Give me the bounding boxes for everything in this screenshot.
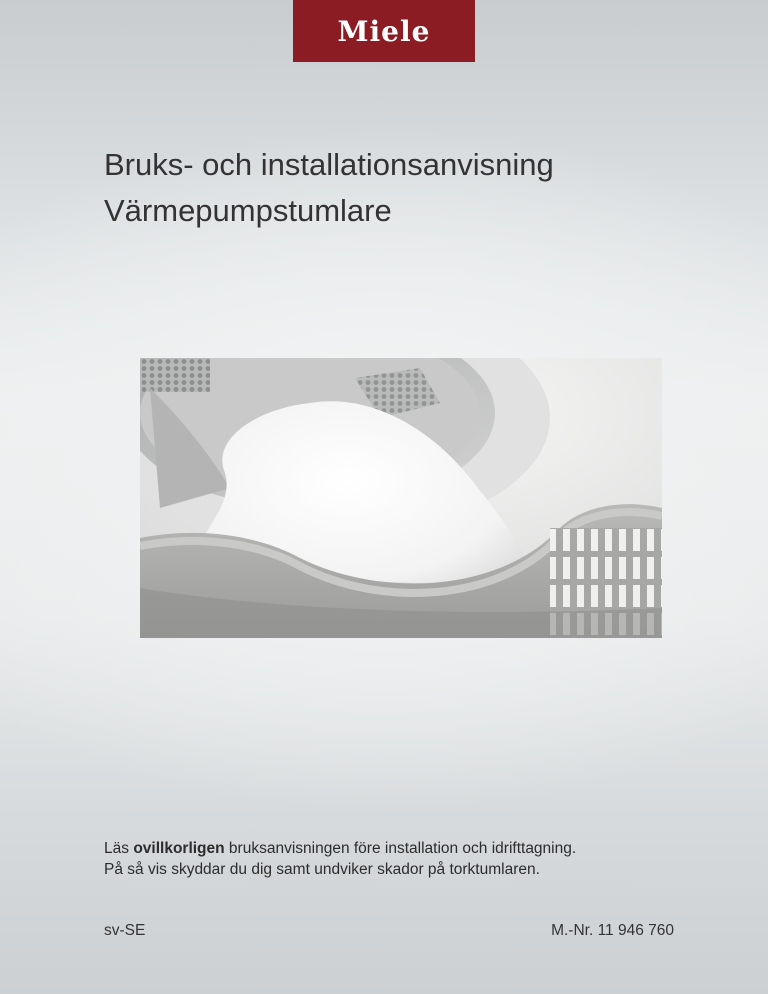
material-number: M.-Nr. 11 946 760 xyxy=(551,922,674,939)
cover-photo xyxy=(140,358,662,638)
instruction-text xyxy=(104,838,576,880)
instruction-line1 xyxy=(104,838,576,859)
instruction-line2: På så vis skyddar du dig samt undviker skador på torktumlaren. xyxy=(104,861,540,878)
document-title-line1: Bruks- och installationsanvisning xyxy=(104,147,554,182)
towel-in-laundry-basket-image xyxy=(140,358,662,638)
language-code: sv-SE xyxy=(104,922,146,939)
document-title-line2: Värmepumpstumlare xyxy=(104,193,392,228)
instruction-line1-start: Läs xyxy=(104,840,134,857)
document-title xyxy=(104,142,554,234)
brand-logo xyxy=(293,0,475,62)
instruction-emphasis: ovillkorligen xyxy=(133,840,225,857)
instruction-line1-end: bruksanvisningen före installation och idrifttagning. xyxy=(224,840,577,857)
brand-logo-text: Miele xyxy=(337,14,431,48)
